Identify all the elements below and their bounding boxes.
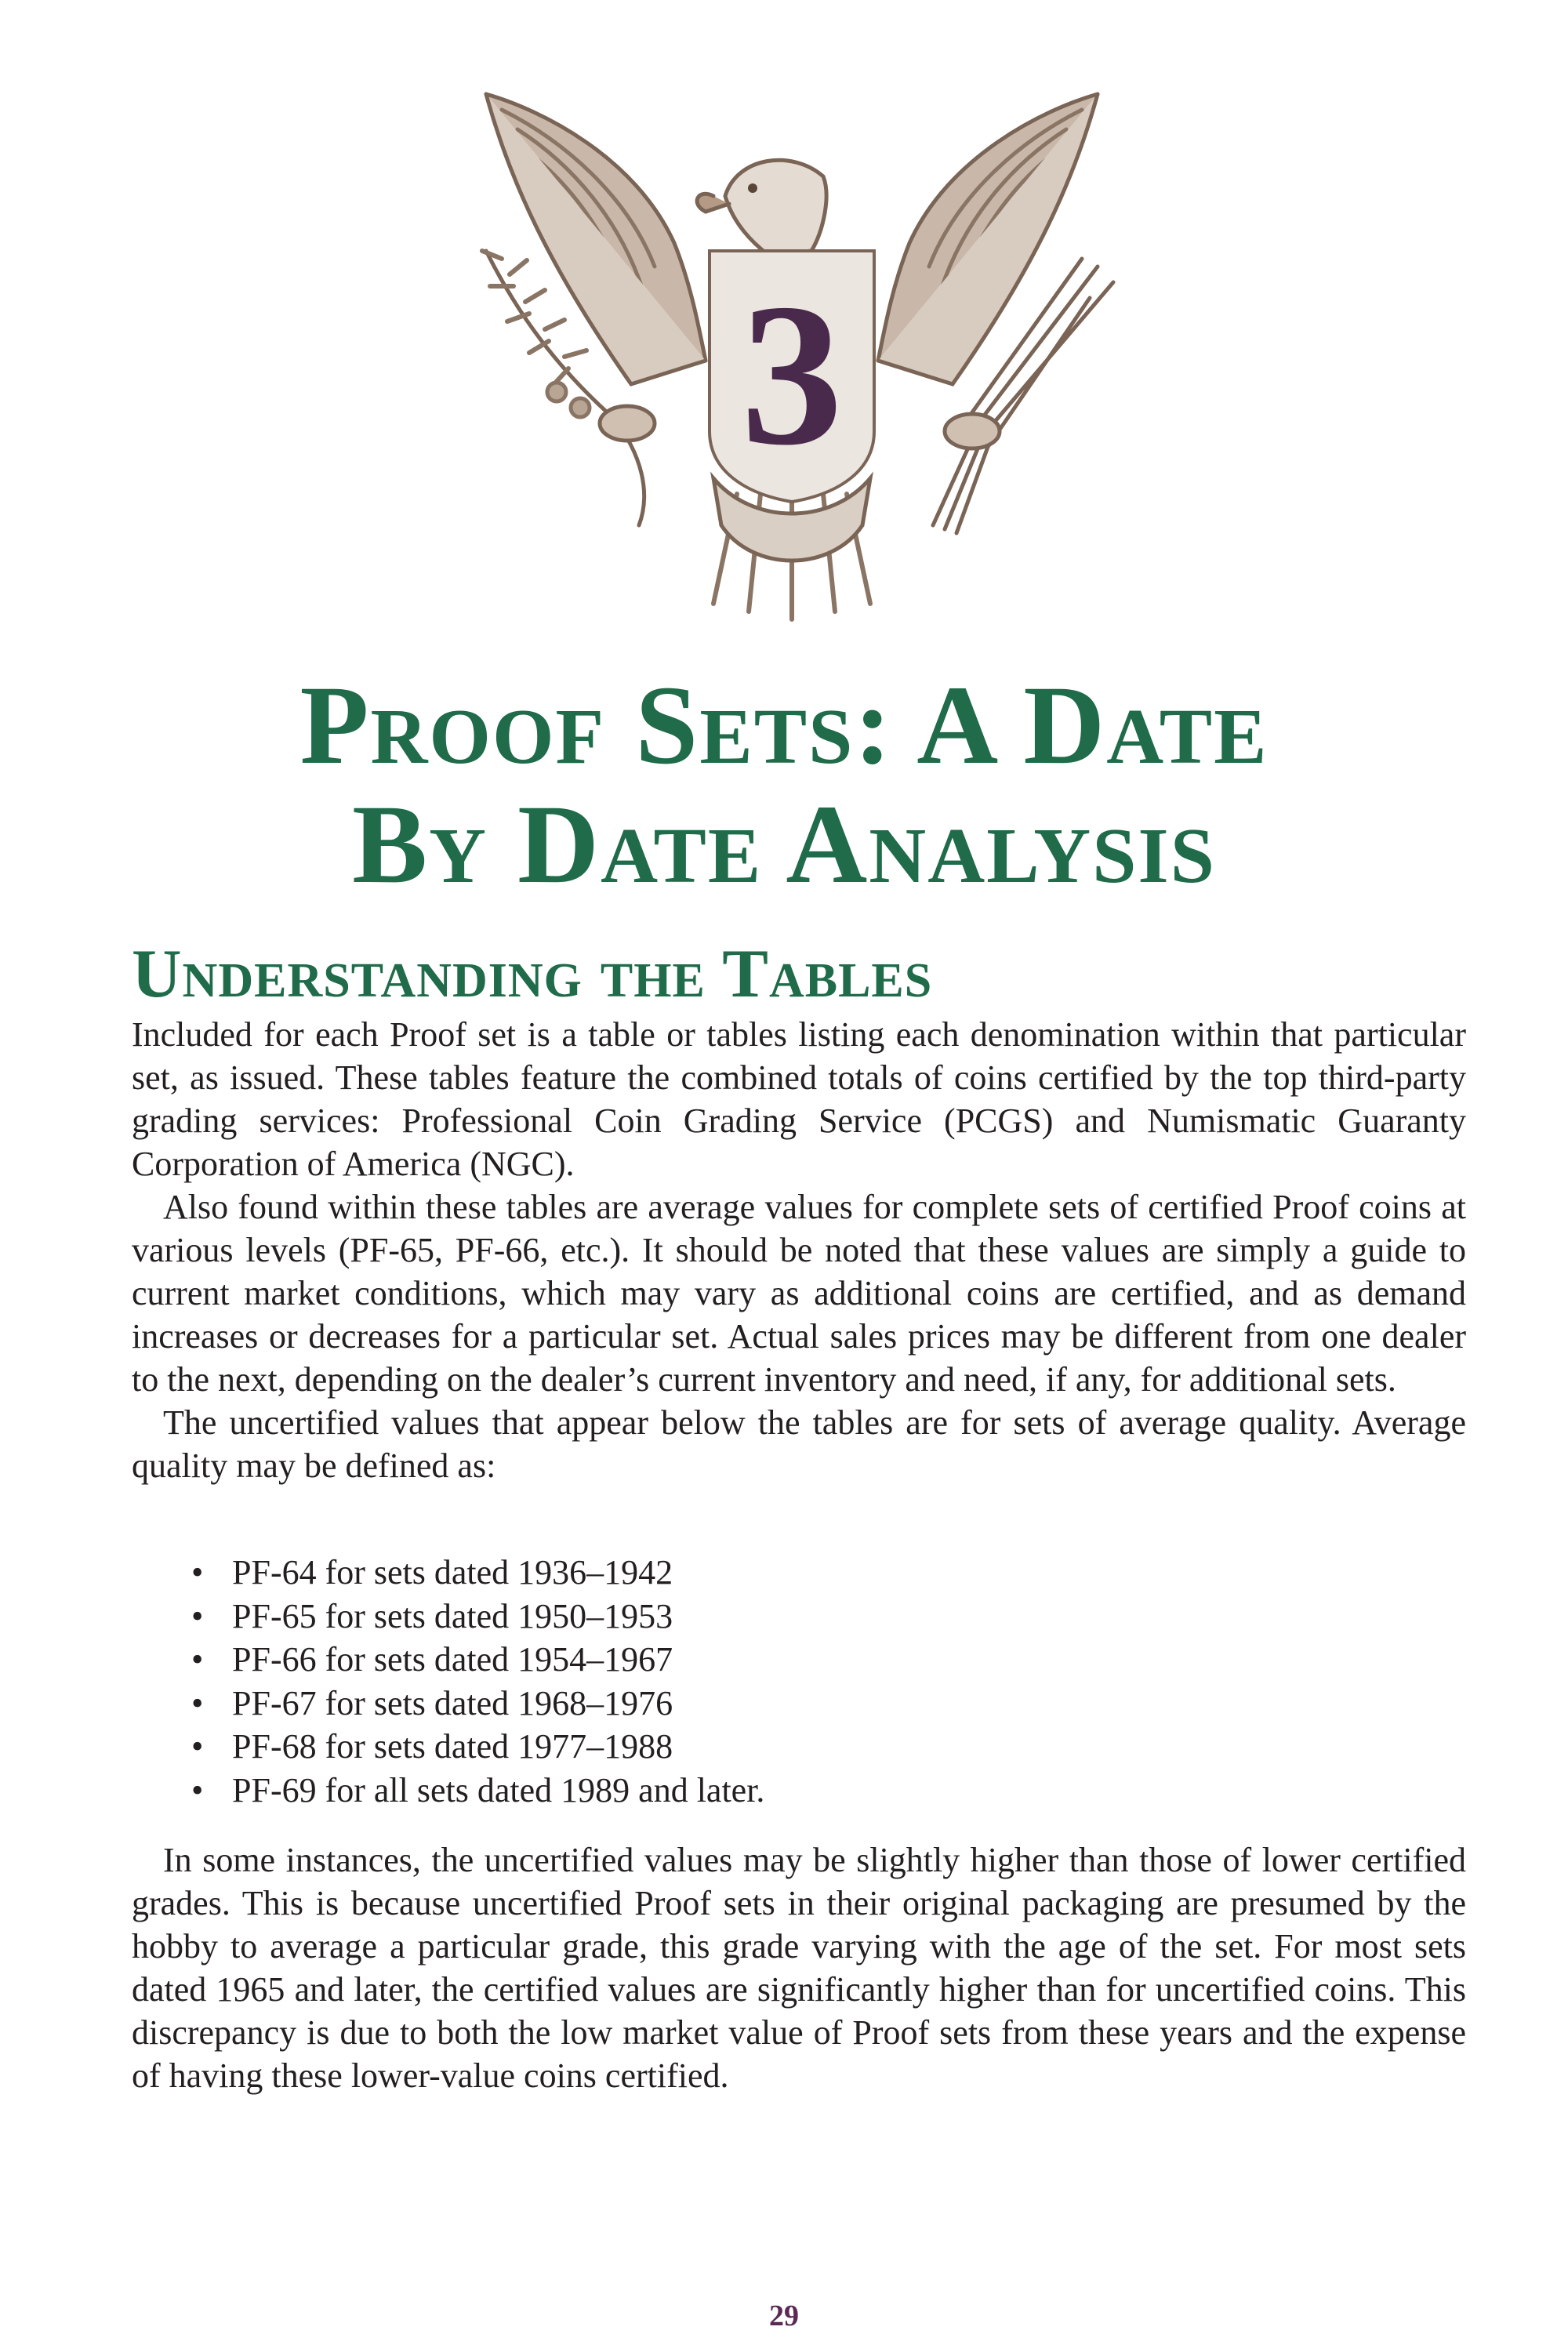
grade-list	[191, 1551, 1210, 1812]
list-item: • PF-65 for sets dated 1950–1953	[191, 1595, 1210, 1639]
paragraph: Included for each Proof set is a table or tables listing each denomination within that particular set, as issued. These tables feature the combined totals of coins certified by the top third-party grading services: Professional Coin Grading Service (PCGS) and Numismatic Guaranty Corporation of America (NGC).	[132, 1015, 1466, 1183]
list-item: • PF-68 for sets dated 1977–1988	[191, 1725, 1210, 1769]
paragraph: The uncertified values that appear below the tables are for sets of average quality. Average quality may be defined as:	[132, 1403, 1466, 1485]
eagle-emblem	[455, 86, 1129, 627]
section-heading: Understanding the Tables	[132, 936, 933, 1012]
page-number: 29	[769, 2299, 799, 2332]
intro-paragraphs	[132, 1013, 1466, 1487]
bullet-icon: •	[191, 1727, 204, 1766]
chapter-title-line-1: Proof Sets: A Date	[299, 663, 1269, 788]
paragraph: Also found within these tables are average values for complete sets of certified Proof coins at various levels (PF-65, PF-66, etc.). It should be noted that these values are simply a guide to current market conditions, which may vary as additional coins are certified, and as demand increases or decreases for a particular set. Actual sales prices may be different from one dealer to the next, depending on the dealer’s current inventory and need, if any, for additional sets.	[132, 1188, 1466, 1399]
list-item: • PF-66 for sets dated 1954–1967	[191, 1638, 1210, 1682]
bullet-icon: •	[191, 1640, 204, 1679]
chapter-title	[118, 663, 1450, 907]
chapter-title-line-2: By Date Analysis	[352, 782, 1216, 907]
list-item: • PF-69 for all sets dated 1989 and later.	[191, 1769, 1210, 1813]
closing-paragraphs	[132, 1838, 1466, 2097]
list-item: • PF-64 for sets dated 1936–1942	[191, 1551, 1210, 1595]
list-item: • PF-67 for sets dated 1968–1976	[191, 1682, 1210, 1726]
bullet-icon: •	[191, 1596, 204, 1635]
eagle-icon	[455, 86, 1129, 627]
bullet-icon: •	[191, 1770, 204, 1809]
bullet-icon: •	[191, 1553, 204, 1592]
paragraph: In some instances, the uncertified values may be slightly higher than those of lower certified grades. This is because uncertified Proof sets in their original packaging are presumed by the hobby to average a particular grade, this grade varying with the age of the set. For most sets dated 1965 and later, the certified values are significantly higher than for uncertified coins. This discrepancy is due to both the low market value of Proof sets from these years and the expense of having these lower-value coins certified.	[132, 1841, 1466, 2095]
bullet-icon: •	[191, 1683, 204, 1722]
chapter-number: 3	[741, 262, 843, 488]
